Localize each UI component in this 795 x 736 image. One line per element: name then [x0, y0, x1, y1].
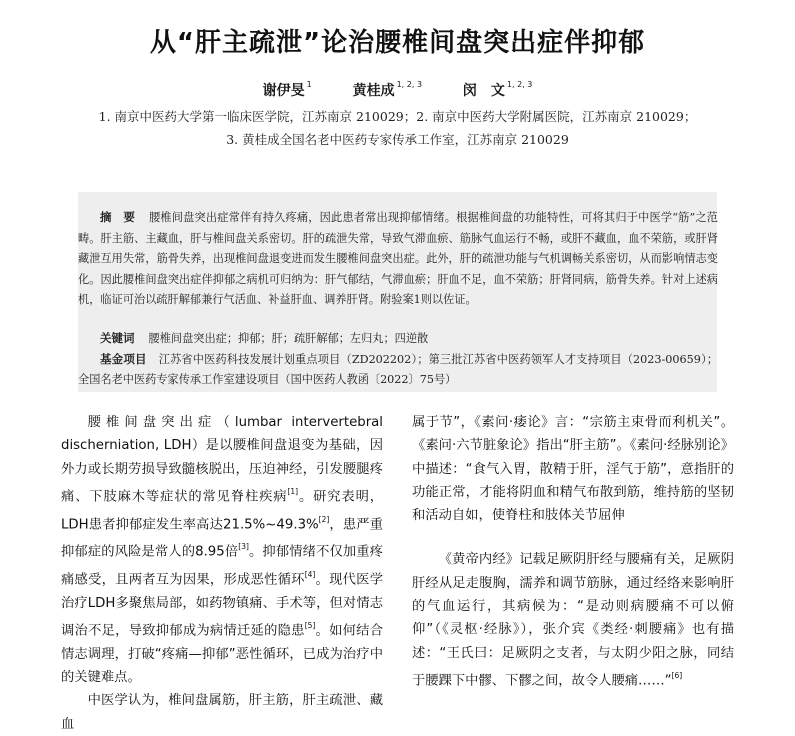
- author: [263, 80, 312, 100]
- affiliation-line-1: 1. 南京中医药大学第一临床医学院，江苏南京 210029；2. 南京中医药大学附属医院，江苏南京 210029；: [98, 109, 697, 124]
- citation-ref[interactable]: [4]: [304, 570, 316, 580]
- citation-ref[interactable]: [5]: [304, 621, 316, 631]
- citation-ref[interactable]: [3]: [238, 542, 249, 552]
- body-paragraph: [61, 411, 383, 689]
- body-text: ，患严重抑郁症的风险是常人的8.95倍: [61, 517, 384, 560]
- keywords-label: 关键词: [100, 331, 135, 345]
- citation-ref[interactable]: [1]: [287, 486, 299, 496]
- body-text: 。研究表明，LDH患者抑郁症发生率高达21.5%~49.3%: [61, 489, 384, 533]
- funding-text: 江苏省中医药科技发展计划重点项目（ZD202202）；第三批江苏省中医药领军人才支持项目（2023-00659）；全国名老中医药专家传承工作室建设项目（国中医药人教函〔2022〕75号）: [78, 353, 719, 386]
- abstract-label: 摘 要: [100, 210, 136, 224]
- body-paragraph: 中医学认为，椎间盘属筋，肝主筋，肝主疏泄、藏血: [61, 693, 383, 732]
- citation-ref[interactable]: [6]: [671, 670, 683, 680]
- citation-ref[interactable]: [2]: [318, 514, 330, 524]
- author-list: [0, 80, 795, 100]
- body-paragraph: [412, 548, 734, 692]
- abstract-text: 腰椎间盘突出症常伴有持久疼痛，因此患者常出现抑郁情绪。根据椎间盘的功能特性，可将其归于中医学“筋”之范畴。肝主筋、主藏血，肝与椎间盘关系密切。肝的疏泄失常，导致气滞血瘀、筋脉气血运行不畅，或肝不藏血，血不荣筋，或肝肾藏泄互用失常，筋骨失养，出现椎间盘退变进而发生腰椎间盘突出症。此外，肝的疏泄功能与气机调畅关系密切，从而影响情志变化。因此腰椎间盘突出症伴抑郁之病机可归纳为：肝气郁结，气滞血瘀；肝血不足，血不荣筋；肝肾同病，筋骨失养。针对上述病机，临证可治以疏肝解郁兼行气活血、补益肝血、调养肝肾。附验案1则以佐证。: [78, 211, 718, 306]
- keywords-text: 腰椎间盘突出症；抑郁；肝；疏肝解郁；左归丸；四逆散: [148, 332, 429, 345]
- author-affiliation-mark: 1, 2, 3: [396, 80, 423, 90]
- author-affiliation-mark: 1, 2, 3: [506, 80, 533, 90]
- author-name: 闵 文: [462, 83, 505, 99]
- body-text: 。现代医学治疗LDH多聚焦局部，如药物镇痛、手术等，但对情志调治不足，导致抑郁成为病情迁延的隐患: [61, 572, 384, 639]
- body-text: 。抑郁情绪不仅加重疼痛感受，且两者互为因果，形成恶性循环: [61, 544, 384, 588]
- author-name: 黄桂成: [352, 83, 395, 99]
- author: [463, 80, 532, 100]
- paper-title: 从“肝主疏泄”论治腰椎间盘突出症伴抑郁: [149, 28, 646, 58]
- keywords: [100, 330, 428, 346]
- author-affiliation-mark: 1: [306, 80, 312, 90]
- body-column-right: [412, 411, 734, 693]
- funding: [78, 349, 718, 390]
- body-text: 腰椎间盘突出症（lumbar intervertebral discherniation, LDH）是以腰椎间盘退变为基础，因外力或长期劳损导致髓核脱出，压迫神经，引发腰腿疼痛、下肢麻木等症状的常见脊柱疾病: [61, 415, 383, 505]
- funding-label: 基金项目: [100, 352, 147, 366]
- body-paragraph: 属于节”，《素问·痿论》言：“宗筋主束骨而利机关”。《素问·六节脏象论》指出“肝主筋”。《素问·经脉别论》中描述：“食气入胃，散精于肝，淫气于筋”，意指肝的功能正常，才能将阴血和精气布散到筋，维持筋的坚韧和活动自如，使脊柱和肢体关节屈伸: [412, 415, 734, 524]
- abstract: [78, 207, 718, 311]
- affiliation-line-2: 3. 黄桂成全国名老中医药专家传承工作室，江苏南京 210029: [226, 132, 569, 147]
- author-name: 谢伊旻: [262, 83, 305, 99]
- body-column-left: [61, 411, 383, 736]
- body-text: 《黄帝内经》记载足厥阴肝经与腰痛有关，足厥阴肝经从足走腹胸，濡养和调节筋脉，通过经络来影响肝的气血运行，其病候为：“是动则病腰痛不可以俯仰”（《灵枢·经脉》），张介宾《类经·刺腰痛》也有描述：“王氏曰：足厥阴之支者，与太阴少阳之脉，同结于腰踝下中髎、下髎之间，故令人腰痛……”: [412, 552, 734, 689]
- body-text: 。如何结合情志调理，打破“疼痛—抑郁”恶性循环，已成为治疗中的关键难点。: [61, 623, 384, 686]
- author: [353, 80, 422, 100]
